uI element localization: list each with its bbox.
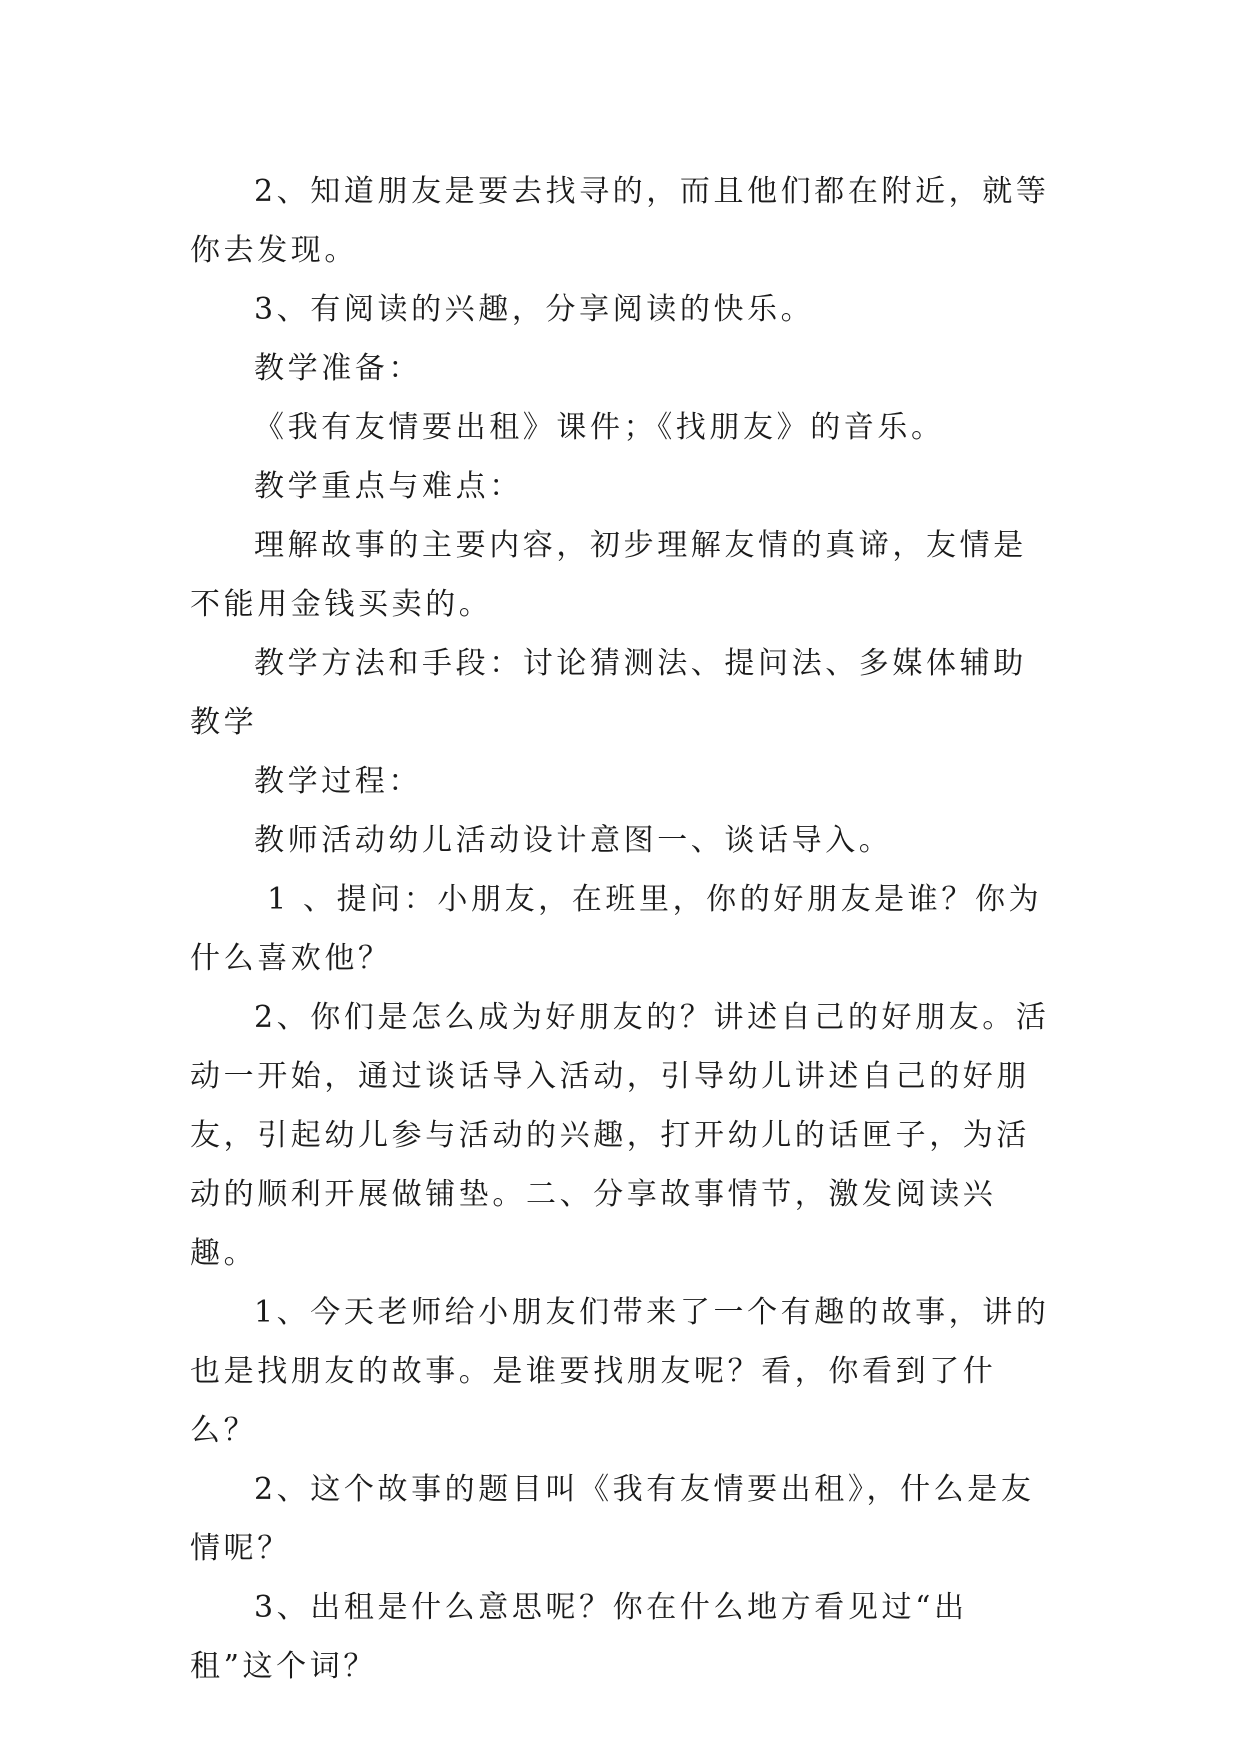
paragraph-process-intro: 教师活动幼儿活动设计意图一、谈话导入。 xyxy=(254,823,893,858)
paragraph-story-1: 1、今天老师给小朋友们带来了一个有趣的故事，讲的也是找朋友的故事。是谁要找朋友呢？看，你看到了什么？ xyxy=(190,1295,1050,1448)
heading-teaching-preparation: 教学准备： xyxy=(254,351,422,386)
heading-key-points: 教学重点与难点： xyxy=(254,469,523,504)
paragraph-question-1: 1 、提问：小朋友，在班里，你的好朋友是谁？你为什么喜欢他？ xyxy=(190,882,1043,976)
paragraph-goal-2: 2、知道朋友是要去找寻的，而且他们都在附近，就等你去发现。 xyxy=(190,174,1050,268)
paragraph-materials: 《我有友情要出租》课件；《找朋友》的音乐。 xyxy=(254,410,945,445)
heading-teaching-process: 教学过程： xyxy=(254,764,422,799)
paragraph-story-3: 3、出租是什么意思呢？你在什么地方看见过“出租”这个词？ xyxy=(190,1590,968,1684)
paragraph-story-2: 2、这个故事的题目叫《我有友情要出租》，什么是友情呢？ xyxy=(190,1472,1035,1566)
document-body xyxy=(190,162,1050,1696)
paragraph-methods: 教学方法和手段：讨论猜测法、提问法、多媒体辅助教学 xyxy=(190,646,1027,740)
paragraph-key-points: 理解故事的主要内容，初步理解友情的真谛，友情是不能用金钱买卖的。 xyxy=(190,528,1027,622)
paragraph-question-2: 2、你们是怎么成为好朋友的？讲述自己的好朋友。活动一开始，通过谈话导入活动，引导幼儿讲述自己的好朋友，引起幼儿参与活动的兴趣，打开幼儿的话匣子，为活动的顺利开展做铺垫。二、分享故事情节，激发阅读兴趣。 xyxy=(190,1000,1050,1271)
paragraph-goal-3: 3、有阅读的兴趣，分享阅读的快乐。 xyxy=(254,292,815,327)
